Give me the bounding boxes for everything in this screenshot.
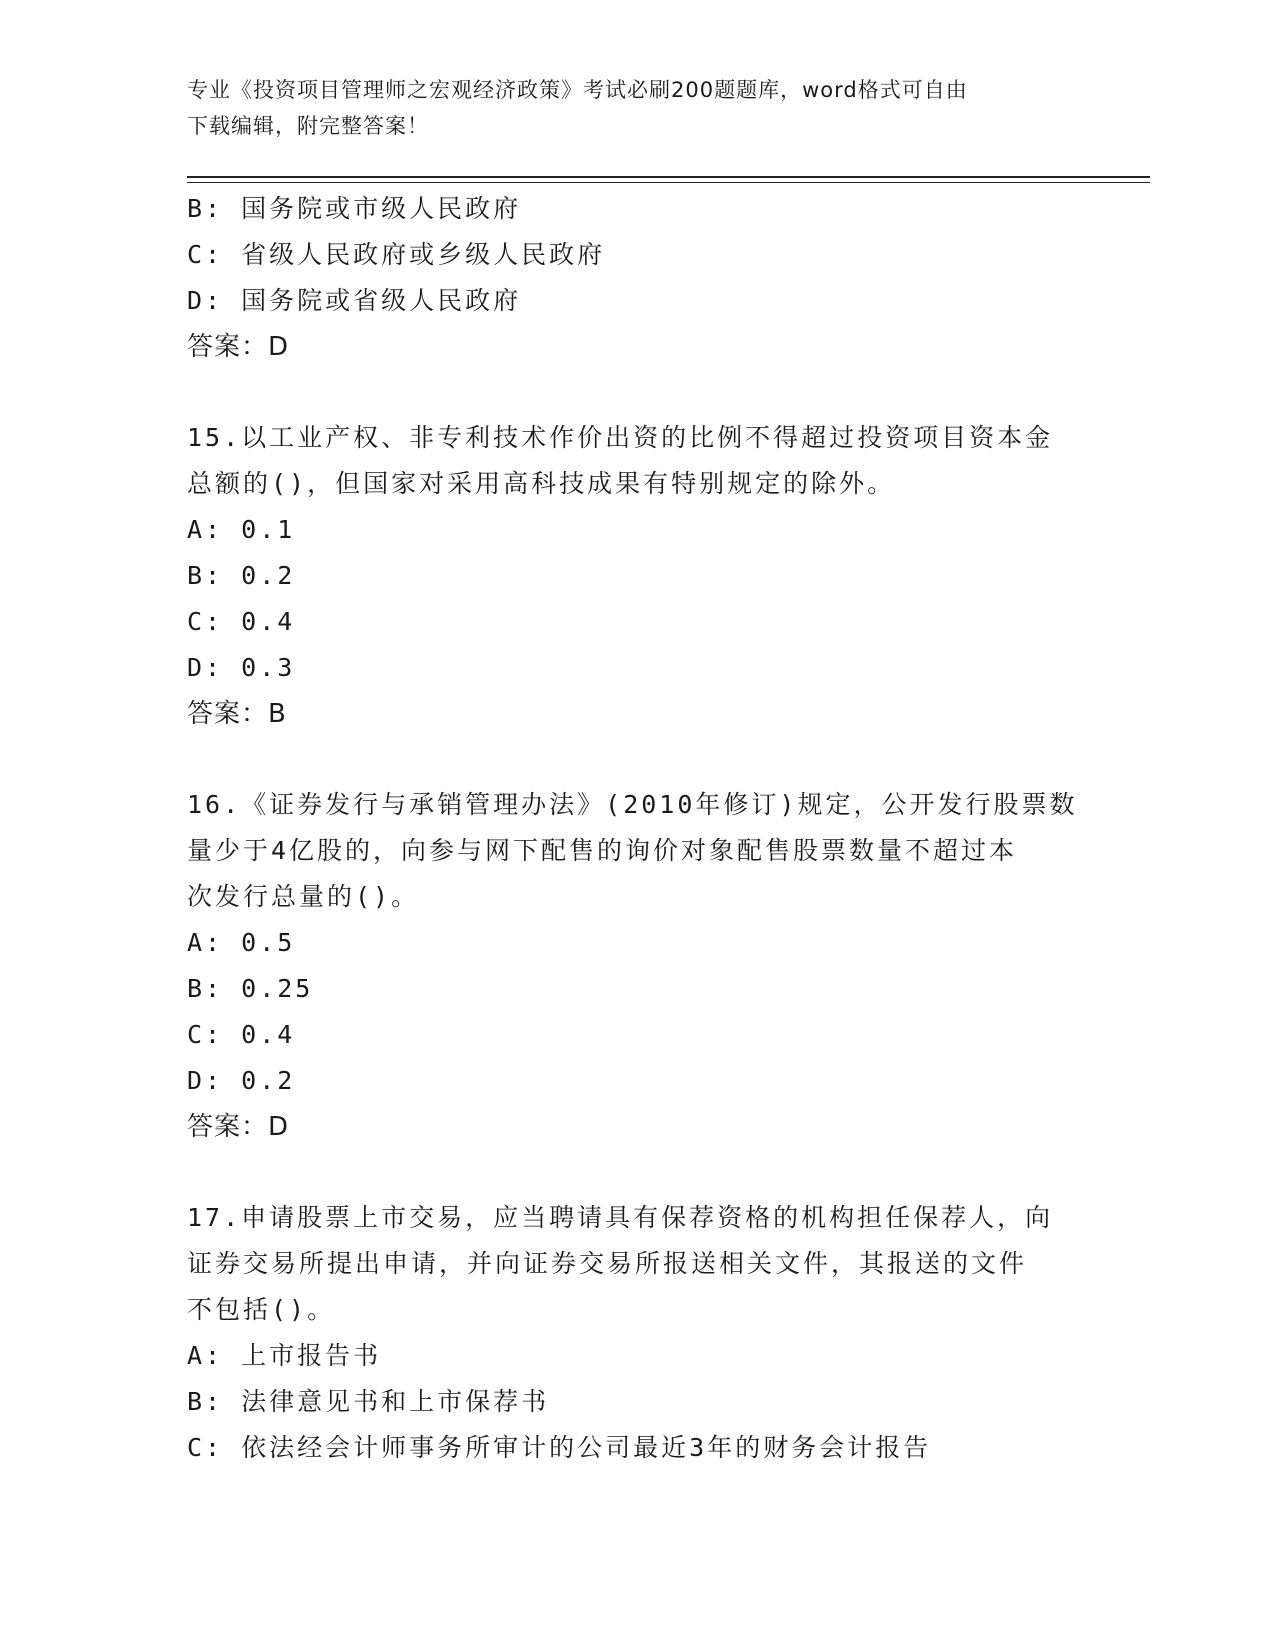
question-text-line: 量少于4亿股的，向参与网下配售的询价对象配售股票数量不超过本 xyxy=(187,836,1018,865)
option-b: B: 国务院或市级人民政府 xyxy=(187,194,522,223)
header-line-2: 下载编辑，附完整答案！ xyxy=(187,114,429,138)
answer-line: 答案：D xyxy=(187,332,290,362)
option-b: B: 0.2 xyxy=(187,561,296,590)
question-list xyxy=(187,186,1087,1471)
question-text-line: 证券交易所提出申请，并向证券交易所报送相关文件，其报送的文件 xyxy=(187,1249,1028,1278)
question-15 xyxy=(187,415,1087,737)
option-c: C: 0.4 xyxy=(187,607,296,636)
option-d: D: 0.2 xyxy=(187,1066,296,1095)
option-d: D: 0.3 xyxy=(187,653,296,682)
question-text-line: 不包括()。 xyxy=(187,1295,336,1324)
header-rule-thick xyxy=(187,176,1150,178)
answer-line: 答案：D xyxy=(187,1112,290,1142)
option-a: A: 上市报告书 xyxy=(187,1341,382,1370)
option-c: C: 0.4 xyxy=(187,1020,296,1049)
option-c: C: 省级人民政府或乡级人民政府 xyxy=(187,240,606,269)
question-16 xyxy=(187,782,1087,1150)
option-a: A: 0.5 xyxy=(187,928,296,957)
option-d: D: 国务院或省级人民政府 xyxy=(187,286,522,315)
option-a: A: 0.1 xyxy=(187,515,296,544)
question-text-line: 17.申请股票上市交易，应当聘请具有保荐资格的机构担任保荐人，向 xyxy=(187,1203,1054,1232)
question-text-line: 次发行总量的()。 xyxy=(187,882,420,911)
header-line-1: 专业《投资项目管理师之宏观经济政策》考试必刷200题题库，word格式可自由 xyxy=(187,78,968,102)
question-17 xyxy=(187,1195,1087,1471)
question-text-line: 16.《证券发行与承销管理办法》(2010年修订)规定，公开发行股票数 xyxy=(187,790,1078,819)
question-carryover xyxy=(187,186,1087,370)
option-b: B: 法律意见书和上市保荐书 xyxy=(187,1387,550,1416)
option-b: B: 0.25 xyxy=(187,974,314,1003)
document-header xyxy=(187,72,1067,144)
answer-line: 答案：B xyxy=(187,699,287,729)
option-c: C: 依法经会计师事务所审计的公司最近3年的财务会计报告 xyxy=(187,1433,932,1462)
question-text-line: 总额的()，但国家对采用高科技成果有特别规定的除外。 xyxy=(187,469,896,498)
header-rule-thin xyxy=(187,182,1150,183)
question-text-line: 15.以工业产权、非专利技术作价出资的比例不得超过投资项目资本金 xyxy=(187,423,1054,452)
